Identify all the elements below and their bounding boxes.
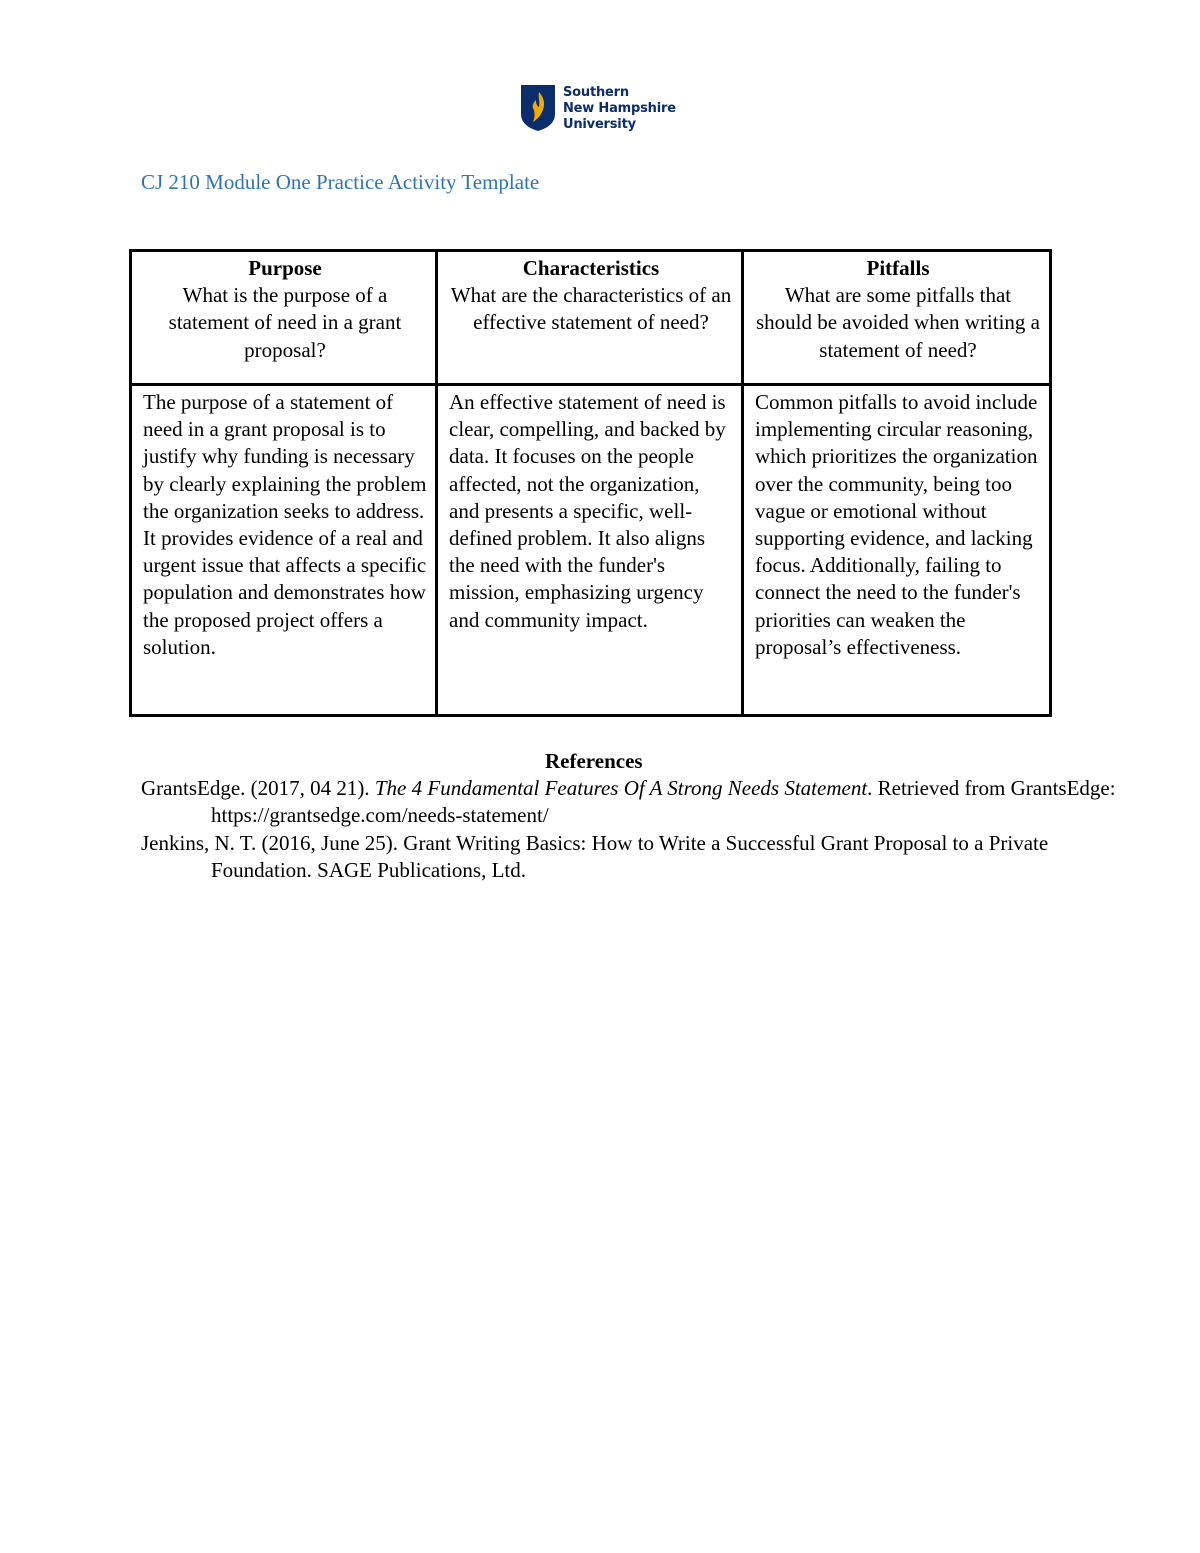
reference-entry xyxy=(141,830,1121,884)
snhu-wordmark xyxy=(563,85,676,133)
column-heading-characteristics: Characteristics xyxy=(522,256,660,280)
answer-cell-purpose: The purpose of a statement of need in a grant proposal is to justify why funding is necessary by clearly explaining the problem the organization seeks to address. It provides evidence of a real and urgent issue that affects a specific population and demonstrates how the proposed project offers a solution. xyxy=(131,385,437,716)
header-cell-pitfalls xyxy=(743,251,1051,385)
document-title: CJ 210 Module One Practice Activity Template xyxy=(141,170,540,194)
snhu-logo xyxy=(520,84,690,134)
answer-cell-characteristics: An effective statement of need is clear, compelling, and backed by data. It focuses on the people affected, not the organization, and presents a specific, well-defined problem. It also aligns the need with the funder's mission, emphasizing urgency and community impact. xyxy=(437,385,743,716)
reference-1-tail: . Retrieved from GrantsEdge: https://grantsedge.com/needs-statement/ xyxy=(211,776,1116,828)
column-heading-pitfalls: Pitfalls xyxy=(866,256,930,280)
reference-1-title: The 4 Fundamental Features Of A Strong Needs Statement xyxy=(374,776,868,801)
logo-line-university: University xyxy=(563,117,636,132)
references-heading: References xyxy=(545,749,643,773)
column-question-pitfalls: What are some pitfalls that should be avoided when writing a statement of need? xyxy=(755,283,1041,362)
reference-1-lead: GrantsEdge. (2017, 04 21). xyxy=(141,776,375,801)
column-question-purpose: What is the purpose of a statement of need in a grant proposal? xyxy=(168,283,402,362)
snhu-shield-flame-icon xyxy=(520,84,556,132)
logo-line-southern: Southern xyxy=(563,85,629,100)
references-section xyxy=(141,748,1116,884)
logo-line-new-hampshire: New Hampshire xyxy=(563,101,676,116)
column-heading-purpose: Purpose xyxy=(248,256,322,280)
table-answer-row xyxy=(131,385,1051,716)
statement-of-need-table xyxy=(129,249,1052,717)
header-cell-purpose xyxy=(131,251,437,385)
table-header-row xyxy=(131,251,1051,385)
answer-cell-pitfalls: Common pitfalls to avoid include implementing circular reasoning, which prioritizes the organization over the community, being too vague or emotional without supporting evidence, and lacking focus. Additionally, failing to connect the need to the funder's priorities can weaken the proposal’s effectiveness. xyxy=(743,385,1051,716)
reference-2-lead: Jenkins, N. T. (2016, June 25). Grant Writing Basics: How to Write a Successful Grant Proposal to a Private Foundation. SAGE Publications, Ltd. xyxy=(141,830,1049,882)
column-question-characteristics: What are the characteristics of an effective statement of need? xyxy=(450,283,732,335)
header-cell-characteristics xyxy=(437,251,743,385)
reference-entry xyxy=(141,775,1121,829)
